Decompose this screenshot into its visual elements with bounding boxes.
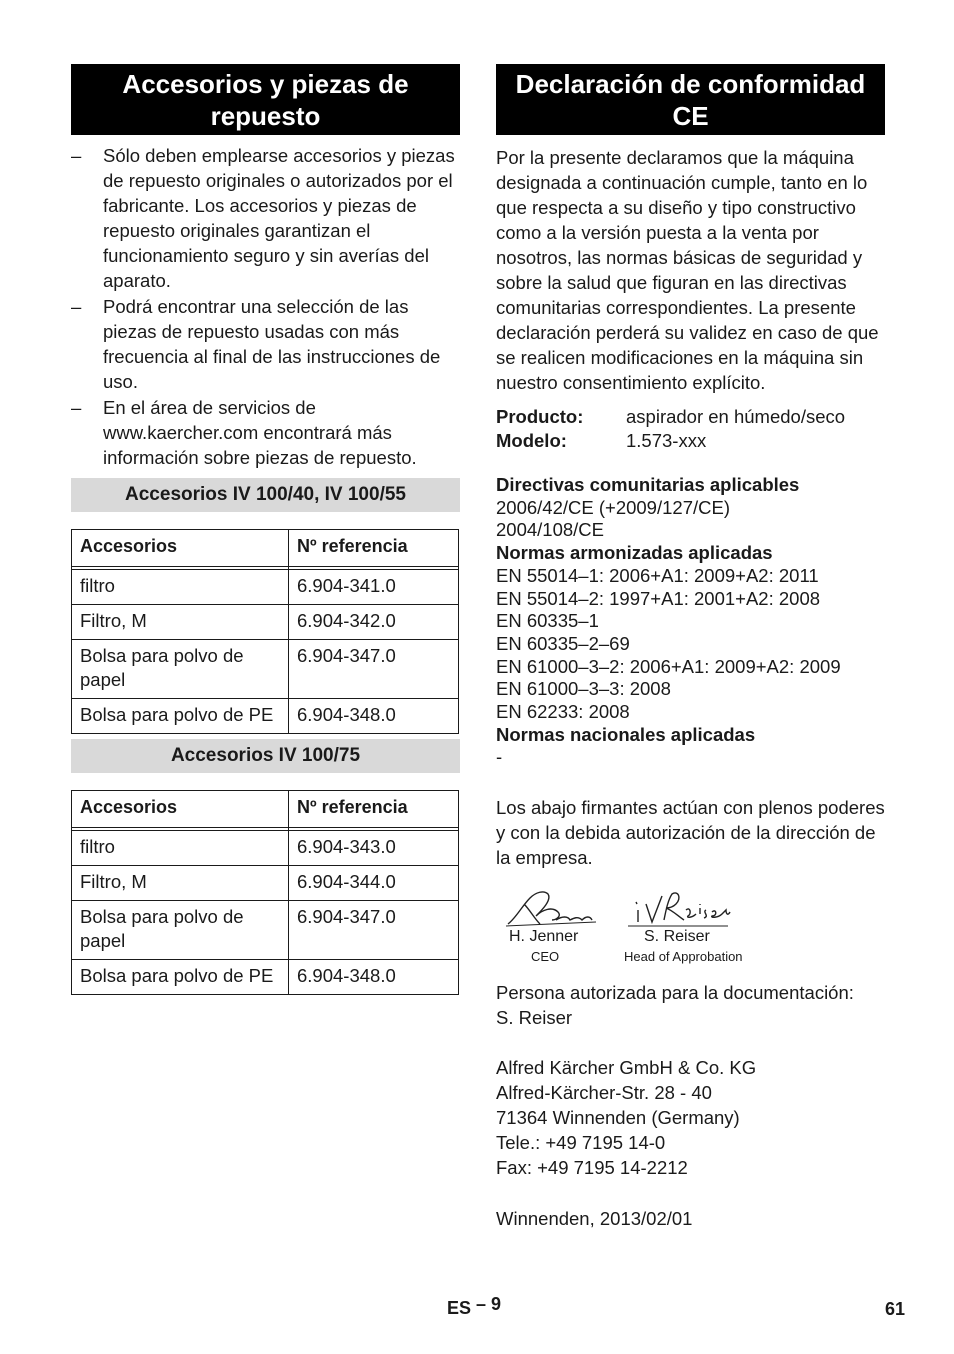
- accessory-name: filtro: [72, 570, 289, 605]
- model-value: 1.573-xxx: [626, 430, 707, 451]
- accessory-name: Bolsa para polvo de PE: [72, 699, 289, 734]
- standard-item: EN 55014–1: 2006+A1: 2009+A2: 2011: [496, 564, 819, 586]
- harmonized-label: Normas armonizadas aplicadas: [496, 542, 773, 564]
- table-row: [72, 699, 459, 734]
- accessory-name: filtro: [72, 831, 289, 866]
- dash-marker: –: [71, 296, 82, 317]
- list-item: [71, 143, 460, 293]
- accessory-name: Bolsa para polvo de papel: [72, 901, 289, 960]
- part-number: 6.904-342.0: [289, 605, 459, 640]
- table-row: [72, 570, 459, 605]
- page-footer-local: [447, 1294, 502, 1319]
- standard-item: EN 60335–1: [496, 610, 599, 632]
- note-text: En el área de servicios de www.kaercher.com encontrará más información sobre piezas de repuesto.: [103, 397, 417, 468]
- company-address: [496, 1055, 885, 1180]
- table-header-row: [72, 791, 459, 828]
- directives-label: Directivas comunitarias aplicables: [496, 474, 800, 495]
- table-header-row: [72, 530, 459, 567]
- dash-marker: –: [71, 397, 82, 418]
- table-row: [72, 901, 459, 960]
- list-item: [71, 395, 460, 470]
- language-code: ES: [447, 1298, 472, 1318]
- standard-item: EN 61000–3–3: 2008: [496, 678, 671, 700]
- address-line: Alfred-Kärcher-Str. 28 - 40: [496, 1082, 712, 1104]
- product-info: [496, 405, 885, 453]
- signatories-text: Los abajo firmantes actúan con plenos poderes y con la debida autorización de la dirección de la empresa.: [496, 797, 885, 869]
- page-number: 61: [885, 1299, 906, 1319]
- part-number: 6.904-347.0: [289, 640, 459, 699]
- address-line: 71364 Winnenden (Germany): [496, 1107, 740, 1129]
- address-line: Alfred Kärcher GmbH & Co. KG: [496, 1057, 757, 1079]
- table-row: [72, 640, 459, 699]
- accessory-name: Bolsa para polvo de papel: [72, 640, 289, 699]
- accessory-name: Filtro, M: [72, 605, 289, 640]
- note-text: Sólo deben emplearse accesorios y piezas de repuesto originales o autorizados por el fabricante. Los accesorios y piezas de repuesto originales garantizan el funcionamiento seguro y sin averías del aparato.: [103, 145, 455, 291]
- table-row: [72, 605, 459, 640]
- directive-item: 2006/42/CE (+2009/127/CE): [496, 496, 730, 518]
- list-item: [71, 294, 460, 394]
- column-header: Nº referencia: [289, 530, 459, 567]
- product-row: [496, 405, 885, 429]
- part-number: 6.904-347.0: [289, 901, 459, 960]
- accessory-name: Bolsa para polvo de PE: [72, 960, 289, 995]
- doc-person: S. Reiser: [496, 1007, 573, 1029]
- spare-parts-notes: [71, 143, 460, 470]
- directive-item: 2004/108/CE: [496, 519, 605, 541]
- part-number: 6.904-344.0: [289, 866, 459, 901]
- national-label: Normas nacionales aplicadas: [496, 723, 756, 745]
- dash-marker: –: [71, 145, 82, 166]
- doc-person-label: Persona autorizada para la documentación:: [496, 982, 854, 1004]
- table-row: [72, 866, 459, 901]
- national-value: -: [496, 746, 503, 768]
- address-line: Tele.: +49 7195 14-0: [496, 1132, 666, 1154]
- part-number: 6.904-341.0: [289, 570, 459, 605]
- spare-parts-heading: Accesorios y piezas de repuesto: [71, 64, 460, 135]
- accessories-section-title-1: Accesorios IV 100/40, IV 100/55: [71, 478, 460, 512]
- standard-item: EN 62233: 2008: [496, 701, 630, 723]
- accessories-section-title-2: Accesorios IV 100/75: [71, 739, 460, 773]
- column-header: Accesorios: [72, 791, 289, 828]
- signer2-title: Head of Approbation: [624, 949, 743, 965]
- conformity-column: [496, 64, 885, 1231]
- accessory-name: Filtro, M: [72, 866, 289, 901]
- product-value: aspirador en húmedo/seco: [626, 406, 846, 427]
- signer2-name: S. Reiser: [644, 928, 710, 946]
- model-label: Modelo:: [496, 430, 567, 451]
- accessories-table-2: [71, 790, 459, 995]
- conformity-intro: Por la presente declaramos que la máquina designada a continuación cumple, tanto en lo que respecta a su diseño y tipo constructivo como a la versión puesta a la venta por nosotros, las normas básicas de seguridad y sobre la salud que figuran en las directivas comunitarias correspondientes. La presente declaración perderá su validez en caso de que se realicen modificaciones en la máquina sin nuestro consentimiento explícito.: [496, 147, 879, 393]
- signatures: [496, 880, 885, 972]
- local-page-number: – 9: [476, 1294, 502, 1314]
- standard-item: EN 60335–2–69: [496, 632, 630, 654]
- standard-item: EN 55014–2: 1997+A1: 2001+A2: 2008: [496, 587, 821, 609]
- signer1-name: H. Jenner: [509, 928, 579, 946]
- spare-parts-column: [71, 64, 460, 995]
- model-row: [496, 429, 885, 453]
- column-header: Nº referencia: [289, 791, 459, 828]
- accessories-table-1: [71, 529, 459, 734]
- place-date: Winnenden, 2013/02/01: [496, 1208, 693, 1230]
- table-row: [72, 960, 459, 995]
- table-row: [72, 831, 459, 866]
- part-number: 6.904-343.0: [289, 831, 459, 866]
- part-number: 6.904-348.0: [289, 960, 459, 995]
- column-header: Accesorios: [72, 530, 289, 567]
- conformity-heading: Declaración de conformidad CE: [496, 64, 885, 135]
- standards-block: [496, 474, 885, 769]
- product-label: Producto:: [496, 406, 584, 427]
- standard-item: EN 61000–3–2: 2006+A1: 2009+A2: 2009: [496, 655, 841, 677]
- signer1-title: CEO: [531, 949, 560, 965]
- part-number: 6.904-348.0: [289, 699, 459, 734]
- address-line: Fax: +49 7195 14-2212: [496, 1157, 688, 1179]
- note-text: Podrá encontrar una selección de las piezas de repuesto usadas con más frecuencia al final de las instrucciones de uso.: [103, 296, 441, 392]
